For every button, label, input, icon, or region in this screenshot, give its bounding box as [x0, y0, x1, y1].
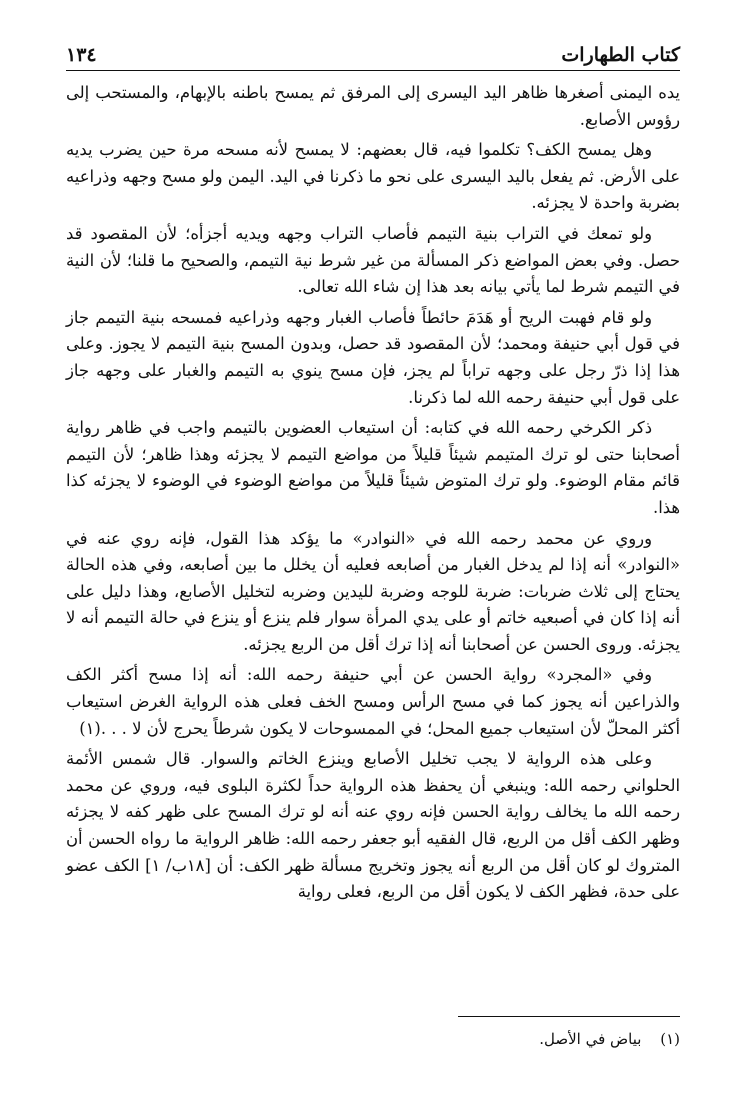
paragraph: ولو تمعك في التراب بنية التيمم فأصاب التراب وجهه ويديه أجزأه؛ لأن المقصود قد حصل. وفي بعض المواضع ذكر المسألة من غير شرط نية التيمم، والصحيح ما قلنا؛ لأن النية في التيمم شرط لما يأتي بيانه بعد هذا إن شاء الله تعالى. — [66, 223, 680, 297]
paragraph: وفي «المجرد» رواية الحسن عن أبي حنيفة رحمه الله: أنه إذا مسح أكثر الكف والذراعين أنه يجوز كما في مسح الرأس ومسح الخف فعلى هذه الرواية الغرض استيعاب أكثر المحلّ لأن استيعاب جميع المحل؛ في الممسوحات لا يكون شرطاً يحرج لأن لا . . .(١) — [66, 665, 680, 738]
main-text — [66, 80, 680, 910]
page-number: ١٣٤ — [66, 44, 97, 66]
page-header — [66, 30, 680, 66]
paragraph: وهل يمسح الكف؟ تكلموا فيه، قال بعضهم: لا يمسح لأنه مسحه مرة حين يضرب يديه على الأرض. ثم يفعل باليد اليسرى على نحو ما ذكرنا في اليد. اليمن ولو مسح وجهه وذراعيه بضربة واحدة لا يجزئه. — [66, 140, 680, 213]
footnote — [66, 1028, 680, 1050]
footnote-text: بياض في الأصل. — [539, 1030, 642, 1048]
footnote-number: (١) — [660, 1030, 680, 1048]
paragraph: ذكر الكرخي رحمه الله في كتابه: أن استيعاب العضوين بالتيمم واجب في ظاهر رواية أصحابنا حتى لو ترك المتيمم شيئاً قليلاً من مواضع التيمم لا يجزئه وهذا ظاهر؛ لأن التيمم قائم مقام الوضوء. ولو ترك المتوض شيئاً قليلاً من مواضع الوضوء في الوضوء لا يجزئه كذا هذا. — [66, 418, 680, 517]
book-title: كتاب الطهارات — [561, 44, 680, 66]
paragraph: يده اليمنى أصغرها ظاهر اليد اليسرى إلى المرفق ثم يمسح باطنه بالإبهام، والمستحب إلى رؤوس الأصابع. — [66, 83, 680, 129]
paragraph: ولو قام فهبت الريح أو هَدَمَ حائطاً فأصاب الغبار وجهه وذراعيه فمسحه بنية التيمم جاز في قول أبي حنيفة ومحمد؛ لأن المقصود قد حصل، وبدون المسح بنية التيمم لا يجوز. وعلى هذا إذا ذرّ رجل على وجهه تراباً لم يجز، فإن مسح ينوي به التيمم والغبار على وجهه جاز على قول أبي حنيفة رحمه الله لما ذكرنا. — [66, 307, 680, 407]
header-rule — [66, 70, 680, 71]
paragraph: وعلى هذه الرواية لا يجب تخليل الأصابع وينزع الخاتم والسوار. قال شمس الأئمة الحلواني رحمه الله: وينبغي أن يحفظ هذه الرواية حداً لكثرة البلوى فيه، وروي عن محمد رحمه الله ما يخالف رواية الحسن فإنه روي عنه أنه لو ترك المسح على ظهر كفه لا يجزئه وظهر الكف أقل من الربع، قال الفقيه أبو جعفر رحمه الله: ظاهر الرواية ما رواه الحسن أن المتروك لو كان أقل من الربع أنه يجوز وتخريج مسألة ظهر الكف: أن [١٨ب/ ١] الكف عضو على حدة، فظهر الكف لا يكون أقل من الربع، فعلى رواية — [66, 749, 680, 902]
footnote-rule — [458, 1016, 680, 1017]
paragraph: وروي عن محمد رحمه الله في «النوادر» ما يؤكد هذا القول، فإنه روي عنه في «النوادر» أنه إذا لم يدخل الغبار من أصابعه فعليه أن يخلل ما بين أصابعه، وفي هذه الحالة يحتاج إلى ثلاث ضربات: ضربة للوجه وضربة لليدين وضربه لتخليل الأصابع، وهذا دليل على أنه إذا كان في أصبعيه خاتم أو على يدي المرأة سوار فلم ينزع أو ينزع في حالة التيمم أنه لا يجزئه. وروى الحسن عن أصحابنا أنه إذا ترك أقل من الربع يجزئه. — [66, 528, 680, 654]
